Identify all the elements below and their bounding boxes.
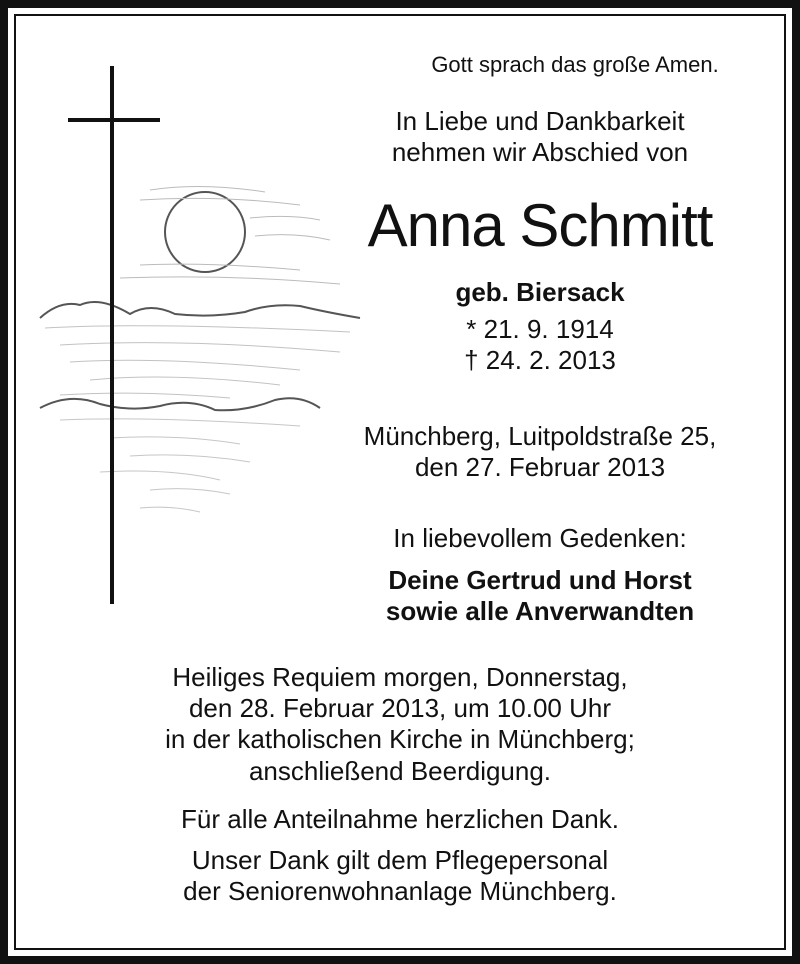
foreground-hatching [60, 419, 300, 512]
place-and-date [330, 421, 750, 483]
life-dates [390, 314, 690, 376]
date-line: den 27. Februar 2013 [414, 452, 666, 483]
hills-drawing [40, 302, 360, 318]
intro-line: In Liebe und Dankbarkeit [395, 106, 685, 136]
death-date: † 24. 2. 2013 [464, 345, 616, 376]
motto: Gott sprach das große Amen. [431, 52, 719, 77]
sun-drawing [165, 192, 245, 272]
requiem-line: in der katholischen Kirche in Münchberg; [165, 724, 635, 755]
valley-hatching [45, 326, 350, 398]
staff-thanks-line: Unser Dank gilt dem Pflegepersonal [191, 845, 609, 875]
memory-heading: In liebevollem Gedenken: [393, 523, 687, 553]
lower-hills-drawing [40, 398, 320, 410]
address-line: Münchberg, Luitpoldstraße 25, [363, 421, 717, 451]
signatory-line: sowie alle Anverwandten [385, 596, 695, 627]
staff-thanks [80, 845, 720, 907]
deceased-name: Anna Schmitt [367, 192, 713, 259]
requiem-line: Heiliges Requiem morgen, Donnerstag, [172, 662, 628, 692]
birth-date: * 21. 9. 1914 [466, 314, 614, 344]
cross-vertical-bar [110, 66, 114, 604]
signatory-line: Deine Gertrud und Horst [388, 565, 692, 595]
requiem-line: anschließend Beerdigung. [248, 755, 552, 786]
intro-text [340, 106, 740, 168]
intro-line: nehmen wir Abschied von [391, 137, 689, 168]
birth-name: geb. Biersack [455, 277, 625, 307]
thanks-text: Für alle Anteilnahme herzlichen Dank. [181, 804, 619, 834]
staff-thanks-line: der Seniorenwohnanlage Münchberg. [183, 876, 617, 907]
requiem-line: den 28. Februar 2013, um 10.00 Uhr [188, 693, 612, 724]
requiem-info [80, 662, 720, 787]
cross-horizontal-bar [68, 118, 160, 122]
signatories [340, 565, 740, 627]
